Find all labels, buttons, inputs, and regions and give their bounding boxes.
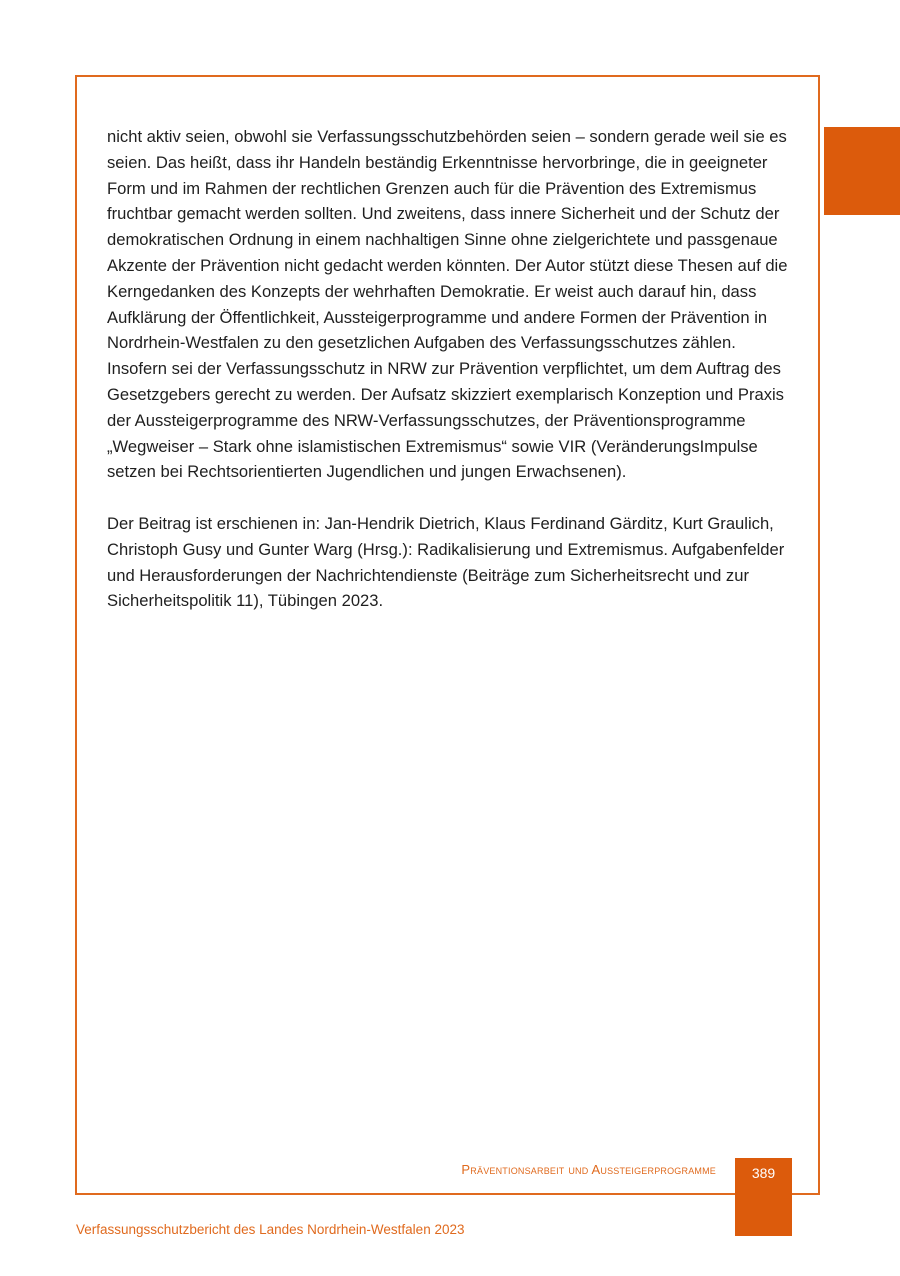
page-number: 389: [751, 1165, 776, 1181]
chapter-tab-marker: [824, 127, 900, 215]
running-head: Präventionsarbeit und Aussteigerprogramme: [461, 1162, 716, 1177]
footer-report-title: Verfassungsschutzbericht des Landes Nordrhein-Westfalen 2023: [76, 1222, 465, 1237]
page-number-box: [735, 1158, 792, 1236]
paragraph-citation: Der Beitrag ist erschienen in: Jan-Hendrik Dietrich, Klaus Ferdinand Gärditz, Kurt Graulich, Christoph Gusy und Gunter Warg (Hrsg.): Radikalisierung und Extremismus. Aufgabenfelder und Herausforderungen der Nachrichtendienste (Beiträge zum Sicherheitsrecht und zur Sicherheitspolitik 11), Tübingen 2023.: [107, 513, 785, 611]
article-body: [107, 124, 797, 640]
paragraph-summary: nicht aktiv seien, obwohl sie Verfassungsschutzbehörden seien – sondern gerade weil sie es seien. Das heißt, dass ihr Handeln beständig Erkenntnisse hervorbringe, die in geeigneter Form und im Rahmen der rechtlichen Grenzen auch für die Prävention des Extremismus fruchtbar gemacht werden sollten. Und zweitens, dass innere Sicherheit und der Schutz der demokratischen Ordnung in einem nachhaltigen Sinne ohne zielgerichtete und passgenaue Akzente der Prävention nicht gedacht werden könnten. Der Autor stützt diese Thesen auf die Kerngedanken des Konzepts der wehrhaften Demokratie. Er weist auch darauf hin, dass Aufklärung der Öffentlichkeit, Aussteigerprogramme und andere Formen der Prävention in Nordrhein-Westfalen zu den gesetzlichen Aufgaben des Verfassungsschutzes zählen. Insofern sei der Verfassungsschutz in NRW zur Prävention verpflichtet, um dem Auftrag des Gesetzgebers gerecht zu werden. Der Aufsatz skizziert exemplarisch Konzeption und Praxis der Aussteigerprogramme des NRW-Verfassungsschutzes, der Präventionsprogramme „Wegweiser – Stark ohne islamistischen Extremismus“ sowie VIR (VeränderungsImpulse setzen bei Rechtsorientierten Jugendlichen und jungen Erwachsenen).: [107, 127, 788, 482]
